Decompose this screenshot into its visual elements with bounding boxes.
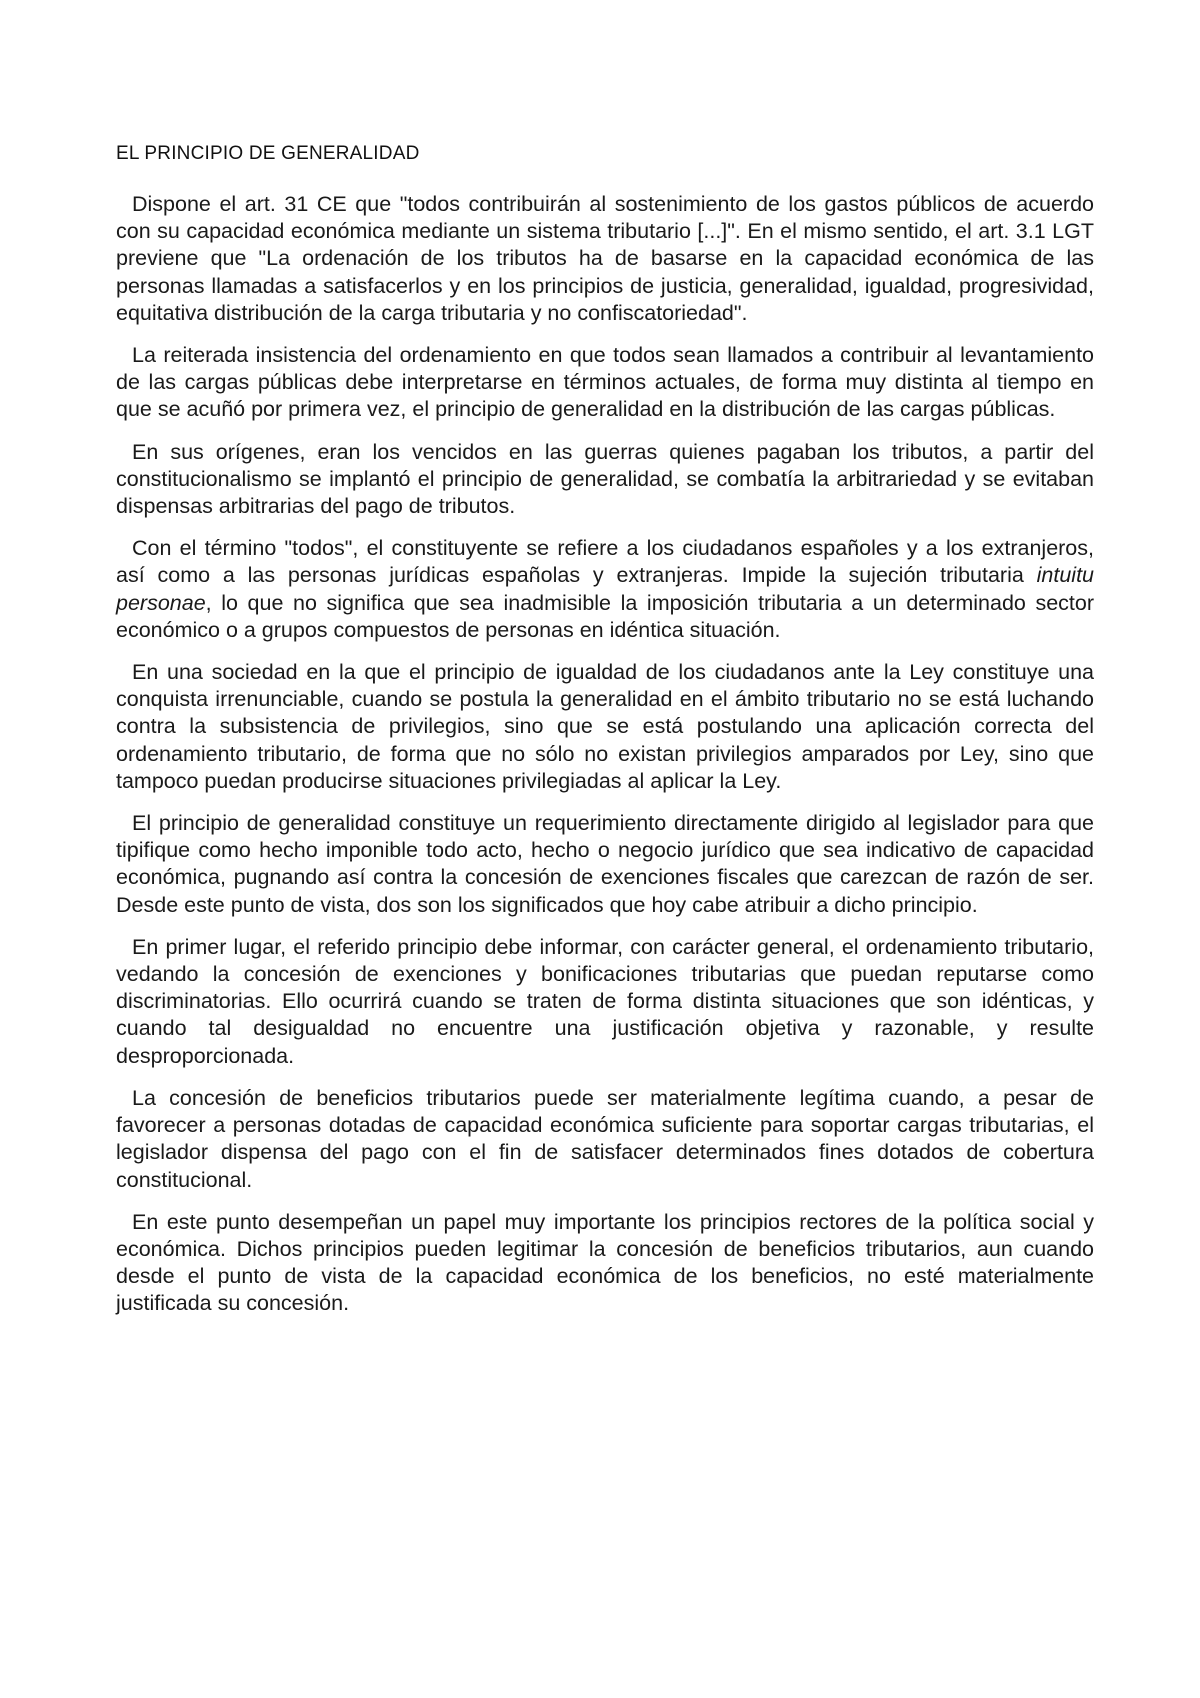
- paragraph-5: En una sociedad en la que el principio de igualdad de los ciudadanos ante la Ley constituye una conquista irrenunciable, cuando se postula la generalidad en el ámbito tributario no se está luchando contra la subsistencia de privilegios, sino que se está postulando una aplicación correcta del ordenamiento tributario, de forma que no sólo no existan privilegios amparados por Ley, sino que tampoco puedan producirse situaciones privilegiadas al aplicar la Ley.: [116, 660, 1094, 793]
- paragraph-4: [116, 535, 1094, 644]
- paragraph-9: En este punto desempeñan un papel muy importante los principios rectores de la política social y económica. Dichos principios pueden legitimar la concesión de beneficios tributarios, aun cuando desde el punto de vista de la capacidad económica de los beneficios, no esté materialmente justificada su concesión.: [116, 1209, 1094, 1316]
- paragraph-7: En primer lugar, el referido principio debe informar, con carácter general, el ordenamiento tributario, vedando la concesión de exenciones y bonificaciones tributarias que puedan reputarse como discriminatorias. Ello ocurrirá cuando se traten de forma distinta situaciones que son idénticas, y cuando tal desigualdad no encuentre una justificación objetiva y razonable, y resulte desproporcionada.: [116, 934, 1094, 1068]
- document-title: EL PRINCIPIO DE GENERALIDAD: [116, 143, 420, 164]
- document-body: [116, 143, 1094, 1333]
- paragraph-2: La reiterada insistencia del ordenamiento en que todos sean llamados a contribuir al levantamiento de las cargas públicas debe interpretarse en términos actuales, de forma muy distinta al tiempo en que se acuñó por primera vez, el principio de generalidad en la distribución de las cargas públicas.: [116, 343, 1094, 422]
- paragraph-1: Dispone el art. 31 CE que "todos contribuirán al sostenimiento de los gastos públicos de acuerdo con su capacidad económica mediante un sistema tributario [...]". En el mismo sentido, el art. 3.1 LGT previene que "La ordenación de los tributos ha de basarse en la capacidad económica de las personas llamadas a satisfacerlos y en los principios de justicia, generalidad, igualdad, progresividad, equitativa distribución de la carga tributaria y no confiscatoriedad".: [116, 192, 1094, 325]
- paragraph-8: La concesión de beneficios tributarios puede ser materialmente legítima cuando, a pesar de favorecer a personas dotadas de capacidad económica suficiente para soportar cargas tributarias, el legislador dispensa del pago con el fin de satisfacer determinados fines dotados de cobertura constitucional.: [116, 1085, 1094, 1192]
- paragraph-3: En sus orígenes, eran los vencidos en las guerras quienes pagaban los tributos, a partir del constitucionalismo se implantó el principio de generalidad, se combatía la arbitrariedad y se evitaban dispensas arbitrarias del pago de tributos.: [116, 439, 1094, 519]
- paragraph-4-text-after: , lo que no significa que sea inadmisible la imposición tributaria a un determinado sector económico o a grupos compuestos de personas en idéntica situación.: [116, 590, 1094, 642]
- paragraph-4-text-before: Con el término "todos", el constituyente se refiere a los ciudadanos españoles y a los extranjeros, así como a las personas jurídicas españolas y extranjeras. Impide la sujeción tributaria: [116, 536, 1094, 588]
- latin-phrase: intuitu personae: [116, 563, 1094, 615]
- paragraph-6: El principio de generalidad constituye un requerimiento directamente dirigido al legislador para que tipifique como hecho imponible todo acto, hecho o negocio jurídico que sea indicativo de capacidad económica, pugnando así contra la concesión de exenciones fiscales que carezcan de razón de ser. Desde este punto de vista, dos son los significados que hoy cabe atribuir a dicho principio.: [116, 811, 1094, 917]
